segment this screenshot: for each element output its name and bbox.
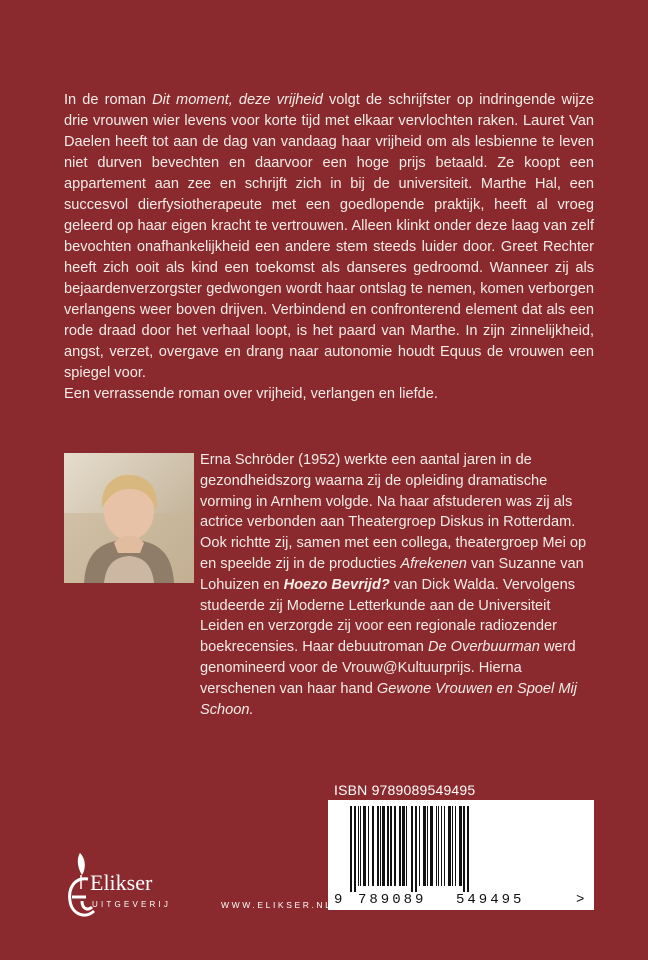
barcode-bar <box>368 806 369 886</box>
barcode-bar <box>358 806 359 886</box>
book-title: Dit moment, deze vrijheid <box>152 92 323 108</box>
barcode-bar <box>423 806 426 886</box>
barcode-bar <box>380 806 381 886</box>
barcode-bar <box>360 806 361 886</box>
barcode-bar <box>441 806 442 886</box>
barcode-bar <box>467 806 469 892</box>
barcode-end-marker: > <box>576 892 585 908</box>
barcode-bar <box>427 806 428 886</box>
synopsis <box>64 90 594 405</box>
barcode-bar <box>436 806 437 886</box>
publisher-website: WWW.ELIKSER.NL <box>221 900 333 910</box>
barcode-bar <box>382 806 385 886</box>
author-photo <box>64 453 194 583</box>
bio-text: Erna Schröder (1952) werkte een aantal jaren in de gezondheidszorg waarna zij de opleiding dramatische vorming in Arnhem volgde. Na haar afstuderen was zij als actrice verbonden aan Theatergroep Diskus in Rotterdam. Ook richtte zij, samen met een collega, theatergroep Mei op en speelde zij in de producties <box>200 452 587 572</box>
barcode-bar <box>438 806 439 886</box>
publisher-name: Elikser <box>90 870 153 895</box>
barcode-bar <box>455 806 456 886</box>
bio-text: van Suzanne van Lohuizen en <box>200 555 584 593</box>
barcode-bar <box>350 806 352 892</box>
bio-title-later-works: Gewone Vrouwen en Spoel Mij Schoon. <box>200 680 577 718</box>
barcode-bar <box>444 806 445 886</box>
barcode-bar <box>459 806 462 886</box>
barcode <box>328 800 594 910</box>
barcode-bar <box>390 806 392 886</box>
author-bio-paragraph <box>200 450 595 720</box>
barcode-bar <box>430 806 433 886</box>
barcode-digits-group2: 549495 <box>456 892 525 908</box>
barcode-digit-first: 9 <box>334 892 343 908</box>
tagline: Een verrassende roman over vrijheid, verlangen en liefde. <box>64 386 438 402</box>
barcode-bar <box>411 806 413 892</box>
barcode-bar <box>387 806 389 886</box>
barcode-bar <box>399 806 401 886</box>
barcode-digits-group1: 789089 <box>358 892 427 908</box>
synopsis-paragraph <box>64 90 594 384</box>
bio-title-afrekenen: Afrekenen <box>400 555 467 572</box>
publisher-subtitle: UITGEVERIJ <box>92 900 172 909</box>
barcode-bar <box>394 806 396 886</box>
author-bio <box>200 450 595 720</box>
isbn-label: ISBN 9789089549495 <box>334 782 476 798</box>
barcode-bar <box>377 806 379 886</box>
barcode-bar <box>406 806 407 886</box>
barcode-bar <box>354 806 356 892</box>
bio-title-de-overbuurman: De Overbuurman <box>427 639 540 656</box>
barcode-bar <box>372 806 374 886</box>
barcode-bar <box>402 806 405 886</box>
logo-quill-icon <box>78 853 85 875</box>
barcode-bar <box>463 806 465 892</box>
barcode-bar <box>363 806 366 886</box>
barcode-bar <box>452 806 453 886</box>
barcode-bar <box>419 806 420 886</box>
synopsis-text: volgt de schrijfster op indringende wijze drie vrouwen wier levens voor korte tijd met elkaar vervlochten raken. Lauret Van Daelen heeft tot aan de dag van vandaag haar vrijheid om als lesbienne te leven niet durven bevechten en daarvoor een hoge prijs betaald. Ze koopt een appartement aan zee en schrijft zich in bij de universiteit. Marthe Hal, een succesvol dierfysiotherapeute met een goedlopende praktijk, heeft al vroeg geleerd op haar eigen kracht te vertrouwen. Alleen klinkt onder deze laag van zelf bevochten onafhankelijkheid een andere stem steeds luider door. Greet Rechter heeft zich ooit als kind een toekomst als danseres gedroomd. Wanneer zij als bejaardenverzorgster gedwongen wordt haar ontslag te nemen, komen verborgen verlangens weer boven drijven. Verbindend en confronterend element dat als een rode draad door het verhaal loopt, is het paard van Marthe. In zijn zinnelijkheid, angst, verzet, overgave en drang naar autonomie houdt Equus de vrouwen een spiegel voor. <box>64 92 594 381</box>
barcode-bar <box>448 806 451 886</box>
synopsis-text: In de roman <box>64 92 153 108</box>
bio-text: werd genomineerd voor de Vrouw@Kultuurprijs. Hierna verschenen van haar hand <box>200 639 576 697</box>
barcode-bar <box>415 806 417 892</box>
bio-text: van Dick Walda. Vervolgens studeerde zij Moderne Letterkunde aan de Universiteit Leiden en verzorgde zij voor een regionale radiozender boekrecensies. Haar debuutroman <box>200 576 576 656</box>
bio-title-hoezo-bevrijd: Hoezo Bevrijd? <box>283 576 390 593</box>
